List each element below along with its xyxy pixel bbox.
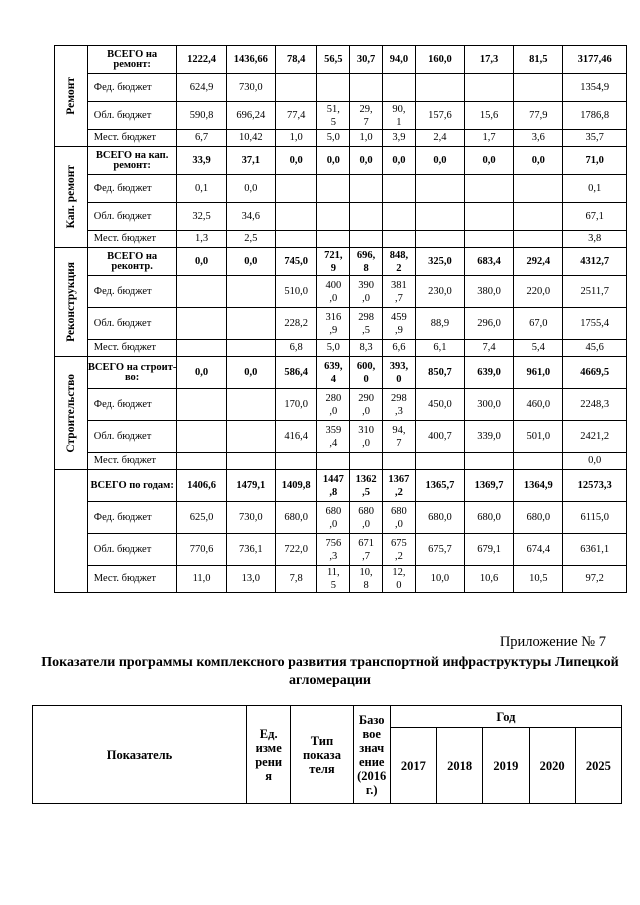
value-cell: 730,0 <box>226 502 275 534</box>
value-cell: 7,8 <box>275 566 317 593</box>
value-cell <box>226 276 275 308</box>
value-cell: 5,0 <box>317 130 350 147</box>
budget-row <box>55 130 627 147</box>
value-cell: 1222,4 <box>177 46 226 74</box>
value-cell: 586,4 <box>275 357 317 389</box>
budget-row <box>55 102 627 130</box>
value-cell <box>415 453 464 470</box>
value-cell: 600, 0 <box>350 357 383 389</box>
budget-row <box>55 534 627 566</box>
value-cell <box>177 453 226 470</box>
value-cell: 228,2 <box>275 308 317 340</box>
header-indicator: Показатель <box>33 706 247 804</box>
section-title <box>55 147 88 248</box>
value-cell: 292,4 <box>514 248 563 276</box>
value-cell: 393, 0 <box>383 357 416 389</box>
value-cell: 35,7 <box>563 130 627 147</box>
value-cell: 0,0 <box>226 175 275 203</box>
value-cell <box>350 203 383 231</box>
value-cell: 170,0 <box>275 389 317 421</box>
value-cell: 296,0 <box>465 308 514 340</box>
section-total-row <box>55 357 627 389</box>
header-type-text: Тип показа теля <box>302 733 341 776</box>
value-cell: 30,7 <box>350 46 383 74</box>
value-cell <box>514 231 563 248</box>
row-label: Мест. бюджет <box>87 231 177 248</box>
section-total-row <box>55 248 627 276</box>
value-cell: 280 ,0 <box>317 389 350 421</box>
row-label: Обл. бюджет <box>87 534 177 566</box>
row-label: ВСЕГО на строит-во: <box>87 357 177 389</box>
value-cell: 1362 ,5 <box>350 470 383 502</box>
value-cell: 0,0 <box>350 147 383 175</box>
value-cell: 850,7 <box>415 357 464 389</box>
value-cell: 56,5 <box>317 46 350 74</box>
value-cell: 0,0 <box>317 147 350 175</box>
value-cell: 71,0 <box>563 147 627 175</box>
value-cell: 510,0 <box>275 276 317 308</box>
value-cell <box>226 389 275 421</box>
value-cell: 67,1 <box>563 203 627 231</box>
value-cell: 6,8 <box>275 340 317 357</box>
value-cell: 157,6 <box>415 102 464 130</box>
header-unit-text: Ед. изме рени я <box>255 726 283 783</box>
value-cell: 160,0 <box>415 46 464 74</box>
value-cell: 1479,1 <box>226 470 275 502</box>
value-cell <box>317 231 350 248</box>
value-cell <box>226 453 275 470</box>
value-cell: 756 ,3 <box>317 534 350 566</box>
value-cell: 300,0 <box>465 389 514 421</box>
value-cell: 770,6 <box>177 534 226 566</box>
value-cell: 45,6 <box>563 340 627 357</box>
value-cell: 680,0 <box>465 502 514 534</box>
value-cell <box>383 175 416 203</box>
value-cell: 683,4 <box>465 248 514 276</box>
header-year: 2020 <box>529 728 575 804</box>
value-cell <box>465 231 514 248</box>
row-label: ВСЕГО по годам: <box>87 470 177 502</box>
value-cell: 34,6 <box>226 203 275 231</box>
value-cell: 721, 9 <box>317 248 350 276</box>
value-cell <box>350 74 383 102</box>
value-cell: 4669,5 <box>563 357 627 389</box>
value-cell <box>383 453 416 470</box>
value-cell <box>415 231 464 248</box>
value-cell: 1367 ,2 <box>383 470 416 502</box>
value-cell <box>350 453 383 470</box>
budget-row <box>55 74 627 102</box>
row-label: ВСЕГО на ремонт: <box>87 46 177 74</box>
value-cell: 310 ,0 <box>350 421 383 453</box>
section-title-text: Кап. ремонт <box>64 165 77 229</box>
value-cell: 0,0 <box>514 147 563 175</box>
value-cell <box>514 175 563 203</box>
section-title-text: Ремонт <box>64 77 77 115</box>
row-label: Мест. бюджет <box>87 130 177 147</box>
value-cell: 450,0 <box>415 389 464 421</box>
budget-row <box>55 502 627 534</box>
value-cell: 1,3 <box>177 231 226 248</box>
value-cell: 15,6 <box>465 102 514 130</box>
section-total-row <box>55 470 627 502</box>
header-unit <box>247 706 291 804</box>
value-cell: 624,9 <box>177 74 226 102</box>
value-cell: 745,0 <box>275 248 317 276</box>
value-cell <box>415 175 464 203</box>
budget-row <box>55 421 627 453</box>
budget-row <box>55 203 627 231</box>
header-base-text: Базо вое знач ение (2016 г.) <box>357 712 387 797</box>
value-cell: 0,1 <box>177 175 226 203</box>
row-label: Фед. бюджет <box>87 175 177 203</box>
value-cell <box>226 421 275 453</box>
value-cell: 339,0 <box>465 421 514 453</box>
value-cell: 290 ,0 <box>350 389 383 421</box>
value-cell: 298 ,5 <box>350 308 383 340</box>
value-cell: 2248,3 <box>563 389 627 421</box>
row-label: Фед. бюджет <box>87 276 177 308</box>
value-cell: 680,0 <box>275 502 317 534</box>
budget-row <box>55 453 627 470</box>
value-cell: 0,0 <box>226 357 275 389</box>
value-cell <box>177 308 226 340</box>
value-cell: 736,1 <box>226 534 275 566</box>
value-cell: 400 ,0 <box>317 276 350 308</box>
value-cell: 2511,7 <box>563 276 627 308</box>
value-cell: 0,0 <box>275 147 317 175</box>
value-cell: 680 ,0 <box>383 502 416 534</box>
value-cell: 0,0 <box>563 453 627 470</box>
value-cell: 6361,1 <box>563 534 627 566</box>
value-cell: 501,0 <box>514 421 563 453</box>
value-cell: 680 ,0 <box>317 502 350 534</box>
value-cell: 1364,9 <box>514 470 563 502</box>
value-cell: 0,0 <box>415 147 464 175</box>
row-label: Мест. бюджет <box>87 340 177 357</box>
value-cell: 2,4 <box>415 130 464 147</box>
value-cell <box>275 175 317 203</box>
value-cell: 680 ,0 <box>350 502 383 534</box>
header-year: 2018 <box>437 728 483 804</box>
row-label: Фед. бюджет <box>87 389 177 421</box>
value-cell: 8,3 <box>350 340 383 357</box>
value-cell: 77,9 <box>514 102 563 130</box>
value-cell: 0,0 <box>465 147 514 175</box>
value-cell: 381 ,7 <box>383 276 416 308</box>
value-cell <box>465 175 514 203</box>
value-cell: 961,0 <box>514 357 563 389</box>
value-cell: 94, 7 <box>383 421 416 453</box>
value-cell: 674,4 <box>514 534 563 566</box>
value-cell: 460,0 <box>514 389 563 421</box>
value-cell: 696, 8 <box>350 248 383 276</box>
value-cell: 325,0 <box>415 248 464 276</box>
value-cell: 298 ,3 <box>383 389 416 421</box>
value-cell: 10,6 <box>465 566 514 593</box>
value-cell: 416,4 <box>275 421 317 453</box>
value-cell: 11, 5 <box>317 566 350 593</box>
row-label: Мест. бюджет <box>87 566 177 593</box>
value-cell: 12573,3 <box>563 470 627 502</box>
value-cell <box>514 203 563 231</box>
value-cell: 3,6 <box>514 130 563 147</box>
value-cell: 1369,7 <box>465 470 514 502</box>
value-cell: 81,5 <box>514 46 563 74</box>
value-cell <box>415 203 464 231</box>
value-cell: 0,0 <box>226 248 275 276</box>
value-cell: 1365,7 <box>415 470 464 502</box>
value-cell: 590,8 <box>177 102 226 130</box>
value-cell: 77,4 <box>275 102 317 130</box>
value-cell <box>465 203 514 231</box>
section-total-row <box>55 147 627 175</box>
value-cell: 1755,4 <box>563 308 627 340</box>
value-cell: 1786,8 <box>563 102 627 130</box>
value-cell: 1409,8 <box>275 470 317 502</box>
value-cell: 6115,0 <box>563 502 627 534</box>
value-cell: 10,5 <box>514 566 563 593</box>
budget-row <box>55 231 627 248</box>
row-label: Фед. бюджет <box>87 502 177 534</box>
budget-row <box>55 340 627 357</box>
value-cell: 220,0 <box>514 276 563 308</box>
section-title <box>55 46 88 147</box>
budget-row <box>55 308 627 340</box>
value-cell: 459 ,9 <box>383 308 416 340</box>
value-cell: 2,5 <box>226 231 275 248</box>
row-label: Мест. бюджет <box>87 453 177 470</box>
row-label: Обл. бюджет <box>87 203 177 231</box>
appendix-number: Приложение № 7 <box>499 634 606 650</box>
header-type <box>291 706 353 804</box>
value-cell: 10,42 <box>226 130 275 147</box>
value-cell: 5,0 <box>317 340 350 357</box>
section-title-text: Реконструкция <box>64 262 77 342</box>
value-cell: 1406,6 <box>177 470 226 502</box>
value-cell: 679,1 <box>465 534 514 566</box>
value-cell: 390 ,0 <box>350 276 383 308</box>
value-cell <box>317 175 350 203</box>
value-cell <box>317 203 350 231</box>
value-cell: 17,3 <box>465 46 514 74</box>
value-cell <box>514 453 563 470</box>
value-cell: 33,9 <box>177 147 226 175</box>
section-title <box>55 470 88 593</box>
value-cell: 722,0 <box>275 534 317 566</box>
value-cell: 680,0 <box>514 502 563 534</box>
value-cell: 230,0 <box>415 276 464 308</box>
value-cell: 1354,9 <box>563 74 627 102</box>
header-base-value <box>353 706 390 804</box>
value-cell <box>275 203 317 231</box>
value-cell: 3,9 <box>383 130 416 147</box>
value-cell: 359 ,4 <box>317 421 350 453</box>
value-cell: 0,1 <box>563 175 627 203</box>
value-cell: 675,7 <box>415 534 464 566</box>
budget-row <box>55 566 627 593</box>
value-cell: 671 ,7 <box>350 534 383 566</box>
value-cell: 1,0 <box>350 130 383 147</box>
value-cell: 88,9 <box>415 308 464 340</box>
value-cell: 3177,46 <box>563 46 627 74</box>
value-cell: 0,0 <box>383 147 416 175</box>
value-cell: 10,0 <box>415 566 464 593</box>
value-cell: 680,0 <box>415 502 464 534</box>
row-label: Обл. бюджет <box>87 308 177 340</box>
header-year: 2017 <box>390 728 436 804</box>
value-cell <box>514 74 563 102</box>
section-title <box>55 357 88 470</box>
value-cell: 316 ,9 <box>317 308 350 340</box>
section-title-text: Строительство <box>64 373 77 453</box>
row-label: Обл. бюджет <box>87 421 177 453</box>
header-year-group: Год <box>390 706 621 728</box>
value-cell: 97,2 <box>563 566 627 593</box>
value-cell: 0,0 <box>177 248 226 276</box>
value-cell: 1447 ,8 <box>317 470 350 502</box>
header-year: 2025 <box>575 728 621 804</box>
value-cell <box>226 308 275 340</box>
value-cell: 696,24 <box>226 102 275 130</box>
value-cell <box>383 203 416 231</box>
value-cell: 625,0 <box>177 502 226 534</box>
value-cell <box>465 74 514 102</box>
value-cell: 848, 2 <box>383 248 416 276</box>
value-cell: 380,0 <box>465 276 514 308</box>
value-cell: 1436,66 <box>226 46 275 74</box>
value-cell: 639, 4 <box>317 357 350 389</box>
value-cell <box>177 421 226 453</box>
value-cell: 639,0 <box>465 357 514 389</box>
row-label: ВСЕГО на реконтр. <box>87 248 177 276</box>
section-title <box>55 248 88 357</box>
value-cell <box>415 74 464 102</box>
value-cell <box>275 453 317 470</box>
indicators-table <box>32 705 622 804</box>
budget-table <box>54 45 627 593</box>
row-label: ВСЕГО на кап. ремонт: <box>87 147 177 175</box>
value-cell <box>275 74 317 102</box>
value-cell: 51, 5 <box>317 102 350 130</box>
value-cell <box>275 231 317 248</box>
value-cell: 6,1 <box>415 340 464 357</box>
budget-row <box>55 175 627 203</box>
value-cell: 675 ,2 <box>383 534 416 566</box>
value-cell <box>226 340 275 357</box>
value-cell: 7,4 <box>465 340 514 357</box>
value-cell: 6,6 <box>383 340 416 357</box>
budget-row <box>55 389 627 421</box>
value-cell: 13,0 <box>226 566 275 593</box>
value-cell <box>317 74 350 102</box>
value-cell: 0,0 <box>177 357 226 389</box>
value-cell <box>177 340 226 357</box>
value-cell: 5,4 <box>514 340 563 357</box>
value-cell: 2421,2 <box>563 421 627 453</box>
value-cell: 3,8 <box>563 231 627 248</box>
section-total-row <box>55 46 627 74</box>
value-cell: 32,5 <box>177 203 226 231</box>
value-cell: 67,0 <box>514 308 563 340</box>
row-label: Обл. бюджет <box>87 102 177 130</box>
value-cell: 400,7 <box>415 421 464 453</box>
value-cell: 1,0 <box>275 130 317 147</box>
appendix-title: Показатели программы комплексного развития транспортной инфраструктуры Липецкой агломерации <box>41 655 619 688</box>
value-cell: 730,0 <box>226 74 275 102</box>
value-cell: 37,1 <box>226 147 275 175</box>
value-cell <box>465 453 514 470</box>
value-cell <box>350 175 383 203</box>
value-cell <box>350 231 383 248</box>
value-cell <box>177 276 226 308</box>
row-label: Фед. бюджет <box>87 74 177 102</box>
value-cell <box>383 74 416 102</box>
value-cell: 10, 8 <box>350 566 383 593</box>
header-year: 2019 <box>483 728 529 804</box>
value-cell: 4312,7 <box>563 248 627 276</box>
value-cell: 78,4 <box>275 46 317 74</box>
value-cell: 29, 7 <box>350 102 383 130</box>
value-cell: 6,7 <box>177 130 226 147</box>
value-cell <box>383 231 416 248</box>
value-cell: 11,0 <box>177 566 226 593</box>
value-cell: 90, 1 <box>383 102 416 130</box>
budget-row <box>55 276 627 308</box>
value-cell <box>317 453 350 470</box>
value-cell: 12, 0 <box>383 566 416 593</box>
value-cell: 94,0 <box>383 46 416 74</box>
value-cell <box>177 389 226 421</box>
value-cell: 1,7 <box>465 130 514 147</box>
